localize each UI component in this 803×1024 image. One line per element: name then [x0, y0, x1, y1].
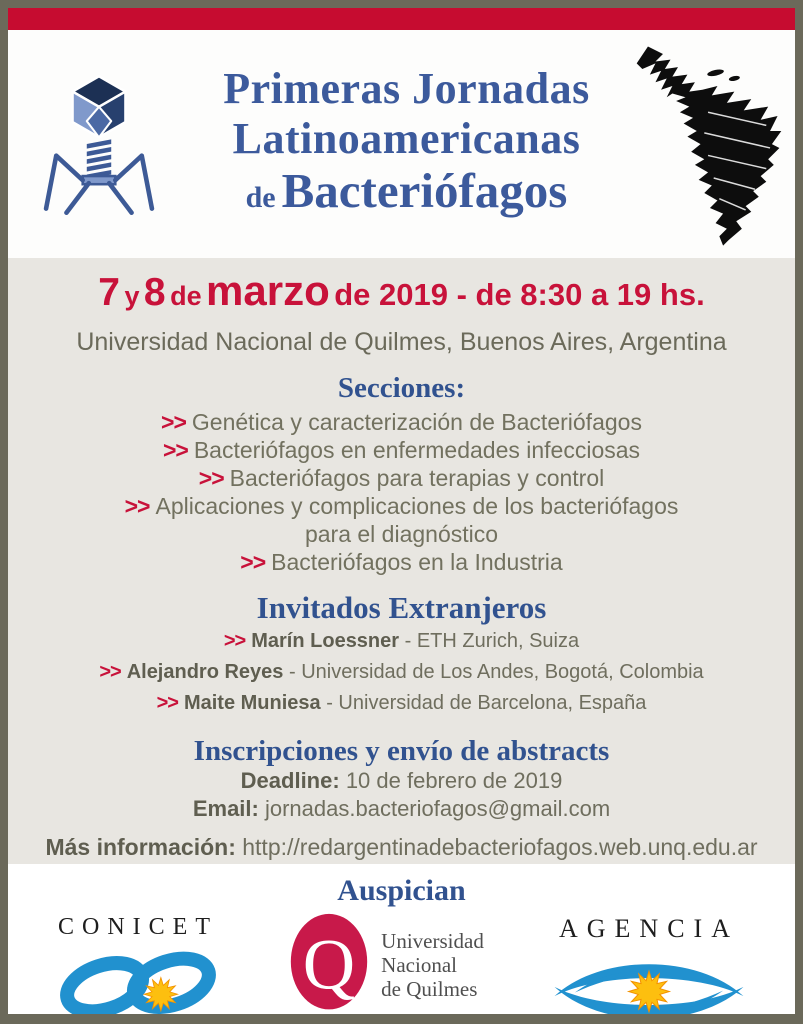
info-label: Más información:: [45, 834, 236, 860]
email-value: jornadas.bacteriofagos@gmail.com: [264, 796, 611, 821]
section-item: [102, 408, 702, 436]
title-line-2: Latinoamericanas: [232, 113, 581, 163]
sponsors-heading: Auspician: [337, 874, 466, 907]
speaker-affiliation: - Universidad de Los Andes, Bogotá, Colombia: [288, 661, 704, 683]
bullet-chevrons: >>: [162, 437, 188, 463]
email-line: [8, 795, 795, 823]
speakers-list: [8, 626, 795, 719]
speaker-name: Alejandro Reyes: [126, 661, 284, 683]
conicet-logo: [50, 914, 226, 1024]
unq-name: [381, 929, 484, 1001]
section-item-text: Bacteriófagos en enfermedades infecciosas: [193, 437, 641, 463]
agencia-sun-icon: [545, 948, 753, 1024]
email-label: Email:: [192, 796, 259, 821]
agencia-logo: [545, 914, 753, 1024]
registration-heading: Inscripciones y envío de abstracts: [193, 735, 610, 767]
speaker-name: Maite Muniesa: [183, 692, 321, 714]
speaker-item: [8, 688, 795, 719]
section-item-text: Bacteriófagos en la Industria: [271, 549, 563, 575]
sponsors-footer: [8, 864, 795, 1024]
unq-name-line1: Universidad: [381, 928, 484, 953]
section-item-text: Aplicaciones y complicaciones de los bacteriófagos para el diagnóstico: [155, 493, 679, 547]
speaker-item: [8, 657, 795, 688]
title-line-3-main: Bacteriófagos: [281, 162, 568, 218]
poster-body: [8, 258, 795, 864]
section-item: [102, 436, 702, 464]
title-line-3-prefix: de: [245, 180, 276, 214]
latin-america-map-icon: [629, 39, 789, 255]
unq-name-line2: Nacional: [381, 952, 457, 977]
bullet-chevrons: >>: [223, 630, 246, 652]
bacteriophage-icon: [43, 68, 155, 221]
title-line-3: [190, 164, 623, 225]
unq-q-letter: Q: [302, 923, 356, 1005]
event-date: [8, 268, 795, 324]
deadline-line: [8, 767, 795, 795]
section-item: [102, 492, 702, 548]
info-url: http://redargentinadebacteriofagos.web.unq.edu.ar: [242, 834, 758, 860]
section-item: [102, 464, 702, 492]
agencia-wordmark: AGENCIA: [559, 914, 739, 943]
bullet-chevrons: >>: [156, 692, 178, 714]
speaker-name: Marín Loessner: [251, 630, 400, 652]
sponsor-logos-row: [8, 908, 795, 1024]
poster-header: [8, 30, 795, 258]
bullet-chevrons: >>: [124, 493, 150, 519]
event-location: Universidad Nacional de Quilmes, Buenos Aires, Argentina: [76, 328, 727, 356]
section-item-text: Bacteriófagos para terapias y control: [229, 465, 605, 491]
date-rest: de 2019 - de 8:30 a 19 hs.: [334, 277, 705, 312]
top-red-bar: [8, 8, 795, 30]
bullet-chevrons: >>: [198, 465, 224, 491]
info-line: [8, 833, 795, 861]
speakers-heading: Invitados Extranjeros: [256, 590, 547, 625]
sections-heading: Secciones:: [337, 372, 466, 404]
deadline-label: Deadline:: [240, 768, 340, 793]
conicet-wordmark: CONICET: [58, 914, 218, 940]
latin-america-map-wrap: [623, 33, 795, 255]
poster-title: [190, 64, 623, 225]
bullet-chevrons: >>: [240, 549, 266, 575]
date-de: de: [170, 281, 202, 311]
title-line-1: Primeras Jornadas: [223, 63, 590, 113]
speaker-affiliation: - Universidad de Barcelona, España: [326, 692, 647, 714]
date-day1: 7: [98, 271, 120, 314]
section-item: [102, 548, 702, 576]
speaker-item: [8, 626, 795, 657]
speaker-affiliation: - ETH Zurich, Suiza: [404, 630, 580, 652]
bullet-chevrons: >>: [99, 661, 121, 683]
unq-name-line3: de Quilmes: [381, 976, 478, 1001]
date-conj: y: [124, 281, 140, 311]
bullet-chevrons: >>: [161, 409, 186, 435]
sections-list: [102, 408, 702, 576]
conicet-infinity-icon: [50, 943, 226, 1024]
date-month: marzo: [206, 267, 330, 314]
unq-q-icon: [287, 910, 371, 1019]
unq-logo: [287, 910, 484, 1019]
section-item-text: Genética y caracterización de Bacteriófagos: [191, 409, 642, 435]
bacteriophage-icon-wrap: [8, 68, 190, 221]
date-day2: 8: [143, 271, 166, 314]
deadline-value: 10 de febrero de 2019: [345, 768, 563, 793]
